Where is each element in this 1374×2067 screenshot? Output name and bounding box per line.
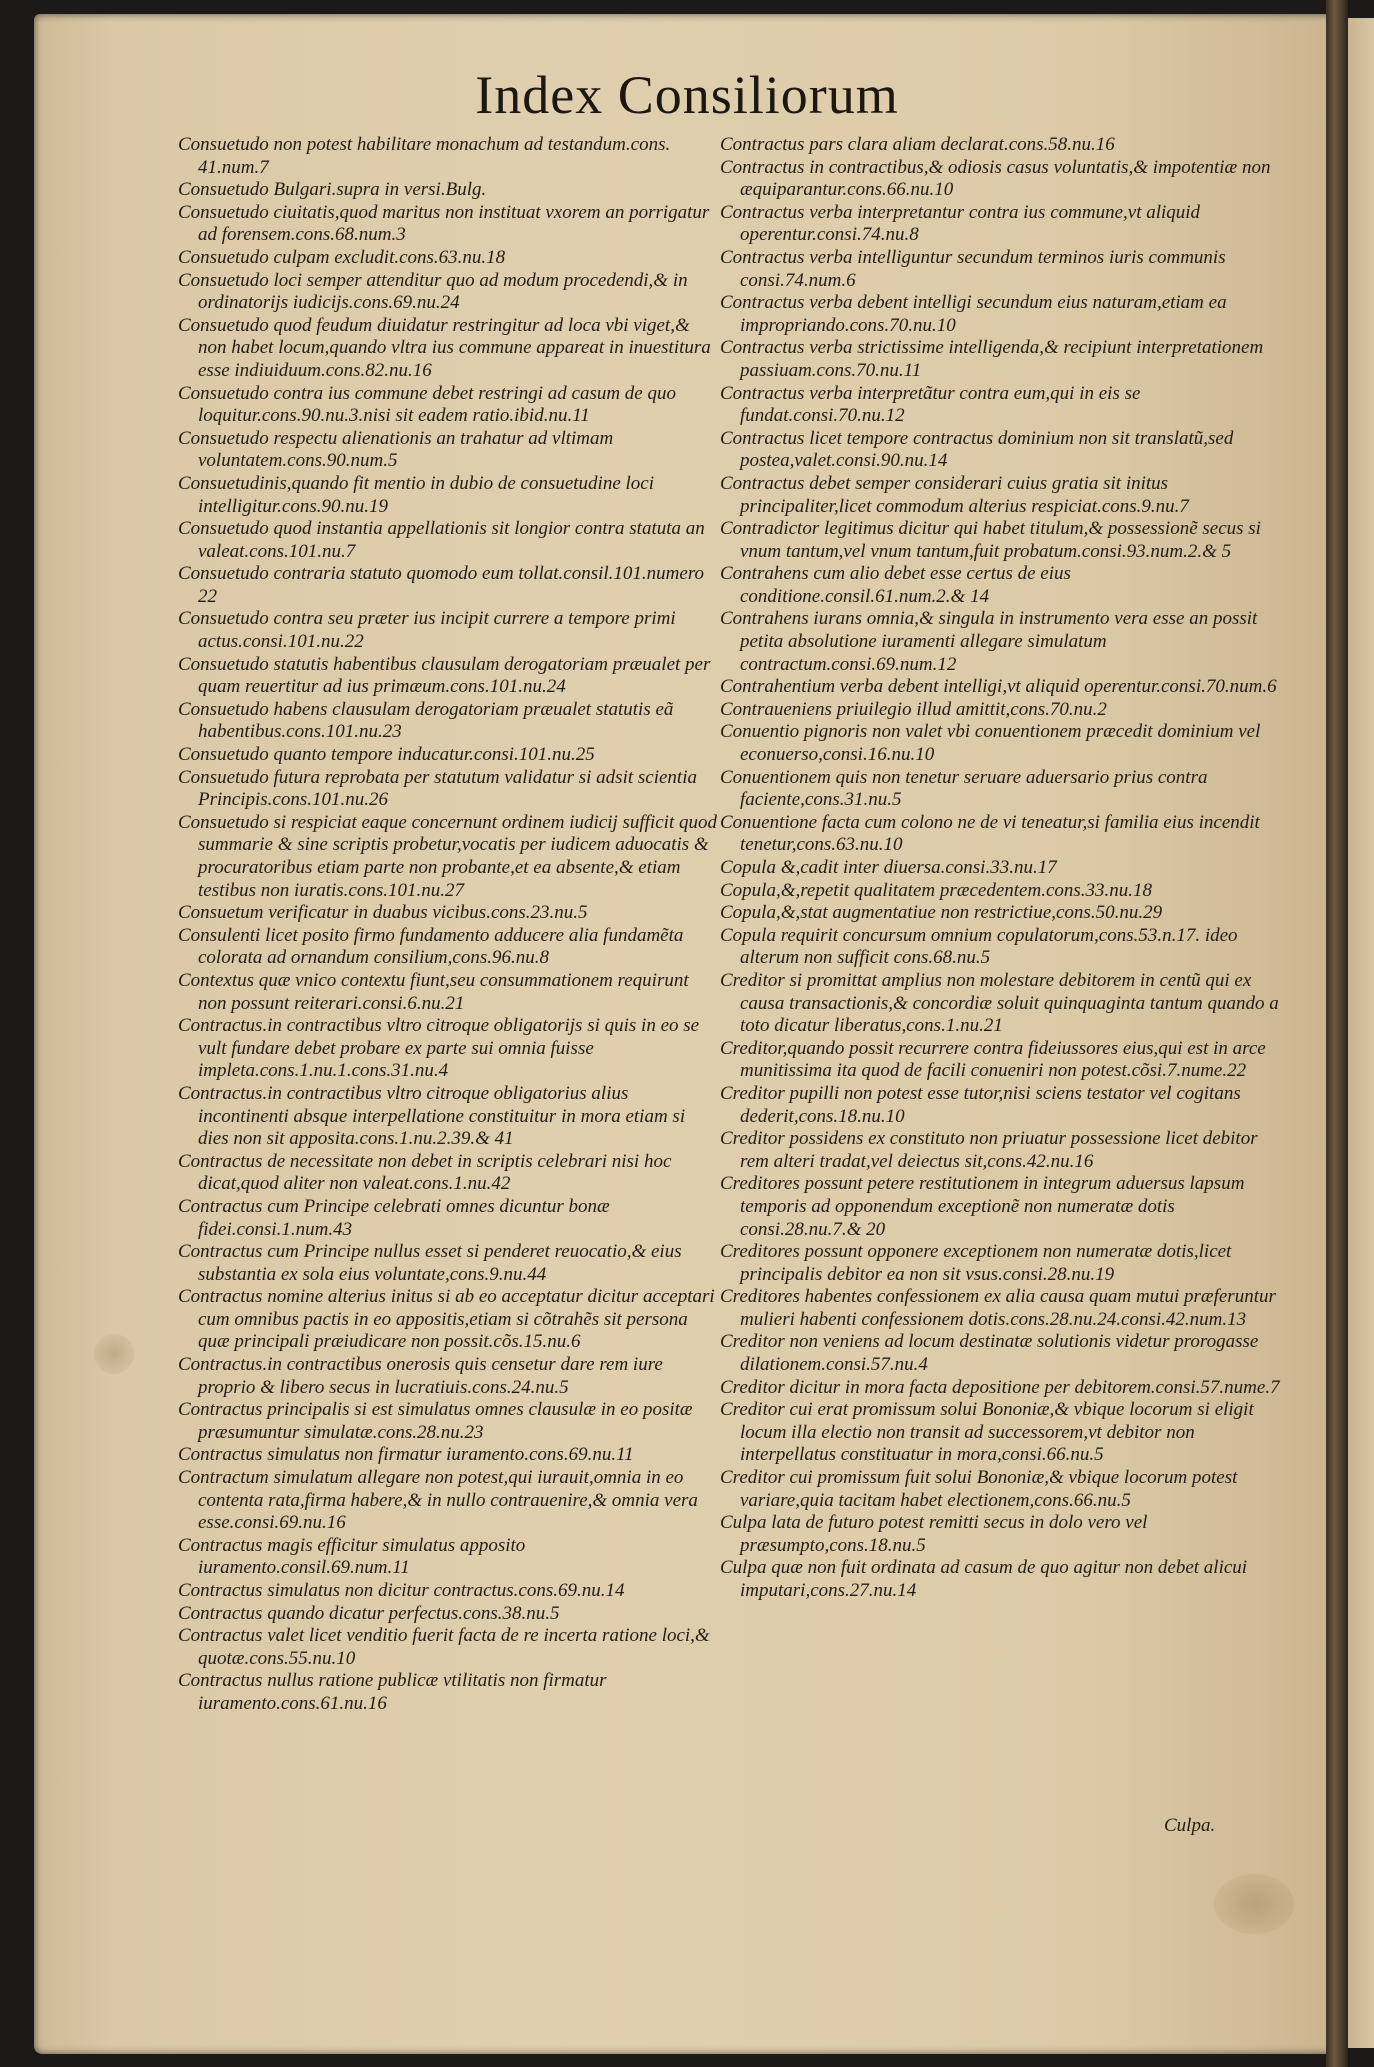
- index-entry: Contractus de necessitate non debet in scriptis celebrari nisi hoc dicat,quod aliter non valeat.cons.1.nu.42: [178, 1150, 672, 1195]
- index-entry: Consuetudo Bulgari.supra in versi.Bulg.: [178, 179, 487, 201]
- index-entry: Consuetum verificatur in duabus vicibus.cons.23.nu.5: [178, 902, 588, 924]
- index-entry: Contractus licet tempore contractus dominium non sit translatũ,sed postea,valet.consi.90.nu.14: [720, 427, 1234, 472]
- index-entry: Contractus.in contractibus vltro citroque obligatorijs si quis in eo se vult fundare debet probare ex parte sui omnia fuisse impleta.cons.1.nu.1.cons.31.nu.4: [178, 1015, 700, 1082]
- index-entry: Contractus simulatus non firmatur iuramento.cons.69.nu.11: [178, 1444, 634, 1466]
- book-gutter: [1326, 0, 1348, 2067]
- index-entry: Creditor si promittat amplius non molestare debitorem in centũ qui ex causa transactionis,& concordiæ soluit quinquaginta tantum quando a toto dicatur liberatus,cons.1.nu.21: [720, 969, 1279, 1037]
- index-entry: Contractus.in contractibus vltro citroque obligatorius alius incontinenti absque interpellatione constituitur in mora etiam si dies non sit apposita.cons.1.nu.2.39.& 41: [178, 1082, 686, 1150]
- index-entry: Consuetudo statutis habentibus clausulam derogatoriam præualet per quam reuertitur ad ius primæum.cons.101.nu.24: [178, 653, 711, 698]
- index-entry: Copula requirit concursum omnium copulatorum,cons.53.n.17. ideo alterum non sufficit cons.68.nu.5: [720, 924, 1238, 969]
- index-entry: Contractus cum Principe nullus esset si penderet reuocatio,& eius substantia ex sola eius voluntate,cons.9.nu.44: [178, 1241, 682, 1285]
- page-title: Index Consiliorum: [475, 65, 899, 125]
- index-entry: Creditor non veniens ad locum destinatæ solutionis videtur prorogasse dilationem.consi.57.nu.4: [720, 1331, 1259, 1376]
- index-entry: Consuetudo respectu alienationis an trahatur ad vltimam voluntatem.cons.90.num.5: [178, 427, 614, 472]
- index-entry: Contractus valet licet venditio fuerit facta de re incerta ratione loci,& quotæ.cons.55.nu.10: [178, 1625, 710, 1669]
- left-index-column: [178, 134, 718, 1716]
- index-entry: Consuetudo ciuitatis,quod maritus non instituat vxorem an porrigatur ad forensem.cons.68.num.3: [178, 201, 710, 246]
- index-entry: Creditor cui promissum fuit solui Bononiæ,& vbique locorum potest variare,quia tacitam habet electionem,cons.66.nu.5: [720, 1467, 1238, 1511]
- index-entry: Consuetudo loci semper attenditur quo ad modum procedendi,& in ordinatorijs iudicijs.cons.69.nu.24: [178, 269, 688, 314]
- index-entry: Consuetudo quanto tempore inducatur.consi.101.nu.25: [178, 744, 595, 766]
- catchword: Culpa.: [1164, 1815, 1216, 1836]
- index-entry: Conuentio pignoris non valet vbi conuentionem præcedit dominium vel econuerso,consi.16.nu.10: [720, 721, 1261, 766]
- index-entry: Consulenti licet posito firmo fundamento adducere alia fundamẽta colorata ad ornandum consilium,cons.96.nu.8: [178, 924, 684, 969]
- index-entry: Copula,&,stat augmentatiue non restrictiue,cons.50.nu.29: [720, 902, 1163, 924]
- page-stain: [1214, 1874, 1294, 1934]
- index-entry: Conuentione facta cum colono ne de vi teneatur,si familia eius incendit tenetur,cons.63.nu.10: [720, 811, 1260, 856]
- index-entry: Creditores possunt petere restitutionem in integrum aduersus lapsum temporis ad opponendum exceptionẽ non numeratæ dotis consi.28.nu.7.& 20: [720, 1173, 1245, 1240]
- index-entry: Contractus verba strictissime intelligenda,& recipiunt interpretationem passiuam.cons.70.nu.11: [720, 337, 1264, 381]
- index-entry: Copula &,cadit inter diuersa.consi.33.nu.17: [720, 857, 1057, 878]
- index-entry: Consuetudo contra ius commune debet restringi ad casum de quo loquitur.cons.90.nu.3.nisi sit eadem ratio.ibid.nu.11: [178, 382, 676, 427]
- index-entry: Creditor cui erat promissum solui Bononiæ,& vbique locorum si eligit locum illa electio non transit ad successorem,vt debitor non interpellatus constituatur in mora,consi.66.nu.5: [720, 1399, 1254, 1466]
- index-entry: Creditor pupilli non potest esse tutor,nisi sciens testator vel cogitans dederit,cons.18.nu.10: [720, 1082, 1241, 1127]
- index-entry: Contractus nullus ratione publicæ vtilitatis non firmatur iuramento.cons.61.nu.16: [178, 1670, 607, 1714]
- index-entry: Contractus verba intelliguntur secundum terminos iuris communis consi.74.num.6: [720, 246, 1226, 291]
- index-entry: Contractus verba interpretãtur contra eum,qui in eis se fundat.consi.70.nu.12: [720, 382, 1141, 427]
- index-entry: Creditores habentes confessionem ex alia causa quam mutui præferuntur mulieri habenti confessionem dotis.cons.28.nu.24.consi.42.num.13: [720, 1286, 1276, 1330]
- index-entry: Culpa lata de futuro potest remitti secus in dolo vero vel præsumpto,cons.18.nu.5: [720, 1512, 1148, 1556]
- index-entry: Culpa quæ non fuit ordinata ad casum de quo agitur non debet alicui imputari,cons.27.nu.14: [720, 1557, 1248, 1601]
- index-entry: Contractus debet semper considerari cuius gratia sit initus principaliter,licet commodum alterius respiciat.cons.9.nu.7: [720, 472, 1189, 517]
- index-entry: Creditor dicitur in mora facta depositione per debitorem.consi.57.nume.7: [720, 1376, 1280, 1398]
- index-entry: Creditor possidens ex constituto non priuatur possessione licet debitor rem alteri tradat,vel deiectus sit,cons.42.nu.16: [720, 1128, 1258, 1172]
- index-entry: Contradictor legitimus dicitur qui habet titulum,& possessionẽ secus si vnum tantum,vel vnum tantum,fuit probatum.consi.93.num.2.& 5: [720, 518, 1261, 562]
- index-entry: Consuetudo culpam excludit.cons.63.nu.18: [178, 246, 506, 268]
- index-entry: Copula,&,repetit qualitatem præcedentem.cons.33.nu.18: [720, 879, 1153, 901]
- index-entry: Creditores possunt opponere exceptionem non numeratæ dotis,licet principalis debitor ea non sit vsus.consi.28.nu.19: [720, 1241, 1232, 1285]
- index-entry: Contrahens cum alio debet esse certus de eius conditione.consil.61.num.2.& 14: [720, 563, 1071, 607]
- index-entry: Consuetudo habens clausulam derogatoriam præualet statutis eã habentibus.cons.101.nu.23: [178, 698, 674, 743]
- index-entry: Contrahens iurans omnia,& singula in instrumento vera esse an possit petita absolutione iuramenti allegare simulatum contractum.consi.69.num.12: [720, 608, 1258, 675]
- right-index-column: [720, 134, 1282, 1603]
- index-entry: Consuetudo contra seu præter ius incipit currere a tempore primi actus.consi.101.nu.22: [178, 608, 676, 653]
- index-entry: Creditor,quando possit recurrere contra fideiussores eius,qui est in arce munitissima ita quod de facili conueniri non potest.cõsi.7.nume.22: [720, 1037, 1266, 1082]
- index-entry: Consuetudo non potest habilitare monachum ad testandum.cons. 41.num.7: [178, 134, 671, 178]
- index-entry: Contractus principalis si est simulatus omnes clausulæ in eo positæ præsumuntur simulatæ.cons.28.nu.23: [178, 1399, 693, 1443]
- index-entry: Contractus nomine alterius initus si ab eo acceptatur dicitur acceptari cum omnibus pactis in eo appositis,etiam si cõtrahẽs sit persona quæ principali præiudicare non possit.cõs.15.nu.6: [178, 1286, 715, 1353]
- page-stain: [94, 1334, 134, 1374]
- index-entry: Contractus cum Principe celebrati omnes dicuntur bonæ fidei.consi.1.num.43: [178, 1195, 610, 1240]
- index-entry: Contractus verba debent intelligi secundum eius naturam,etiam ea impropriando.cons.70.nu.10: [720, 292, 1227, 336]
- index-entry: Contractus quando dicatur perfectus.cons.38.nu.5: [178, 1602, 560, 1624]
- index-entry: Contractus magis efficitur simulatus apposito iuramento.consil.69.num.11: [178, 1534, 526, 1579]
- index-entry: Consuetudo futura reprobata per statutum validatur si adsit scientia Principis.cons.101.nu.26: [178, 766, 697, 811]
- index-entry: Consuetudo quod feudum diuidatur restringitur ad loca vbi viget,& non habet locum,quando vltra ius commune appareat in inuestitura esse indiuiduum.cons.82.nu.16: [178, 314, 711, 381]
- index-entry: Consuetudinis,quando fit mentio in dubio de consuetudine loci intelligitur.cons.90.nu.19: [178, 472, 655, 517]
- index-entry: Consuetudo si respiciat eaque concernunt ordinem iudicij sufficit quod summarie & sine scriptis probetur,vocatis per iudicem aduocatis & procuratoribus etiam parte non probante,et ea absente,& etiam testibus non iuratis.cons.101.nu.27: [178, 811, 717, 901]
- index-entry: Contractus in contractibus,& odiosis casus voluntatis,& impotentiæ non æquiparantur.cons.66.nu.10: [720, 156, 1271, 201]
- index-entry: Contractus verba interpretantur contra ius commune,vt aliquid operentur.consi.74.nu.8: [720, 201, 1201, 246]
- index-entry: Contractus.in contractibus onerosis quis censetur dare rem iure proprio & libero secus in lucratiuis.cons.24.nu.5: [178, 1354, 663, 1398]
- index-entry: Contrahentium verba debent intelligi,vt aliquid operentur.consi.70.num.6: [720, 676, 1277, 698]
- index-entry: Conuentionem quis non tenetur seruare aduersario prius contra faciente,cons.31.nu.5: [720, 766, 1208, 811]
- index-entry: Contractum simulatum allegare non potest,qui iurauit,omnia in eo contenta rata,firma habere,& in nullo contrauenire,& omnia vera esse.consi.69.nu.16: [178, 1467, 698, 1534]
- index-entry: Contextus quæ vnico contextu fiunt,seu consummationem requirunt non possunt reiterari.consi.6.nu.21: [178, 969, 689, 1014]
- index-entry: Consuetudo quod instantia appellationis sit longior contra statuta an valeat.cons.101.nu.7: [178, 518, 705, 562]
- index-entry: Contractus simulatus non dicitur contractus.cons.69.nu.14: [178, 1580, 625, 1601]
- index-entry: Consuetudo contraria statuto quomodo eum tollat.consil.101.numero 22: [178, 563, 705, 607]
- facing-page-edge: [1348, 18, 1374, 2048]
- index-entry: Contraueniens priuilegio illud amittit,cons.70.nu.2: [720, 698, 1107, 720]
- index-entry: Contractus pars clara aliam declarat.cons.58.nu.16: [720, 134, 1115, 155]
